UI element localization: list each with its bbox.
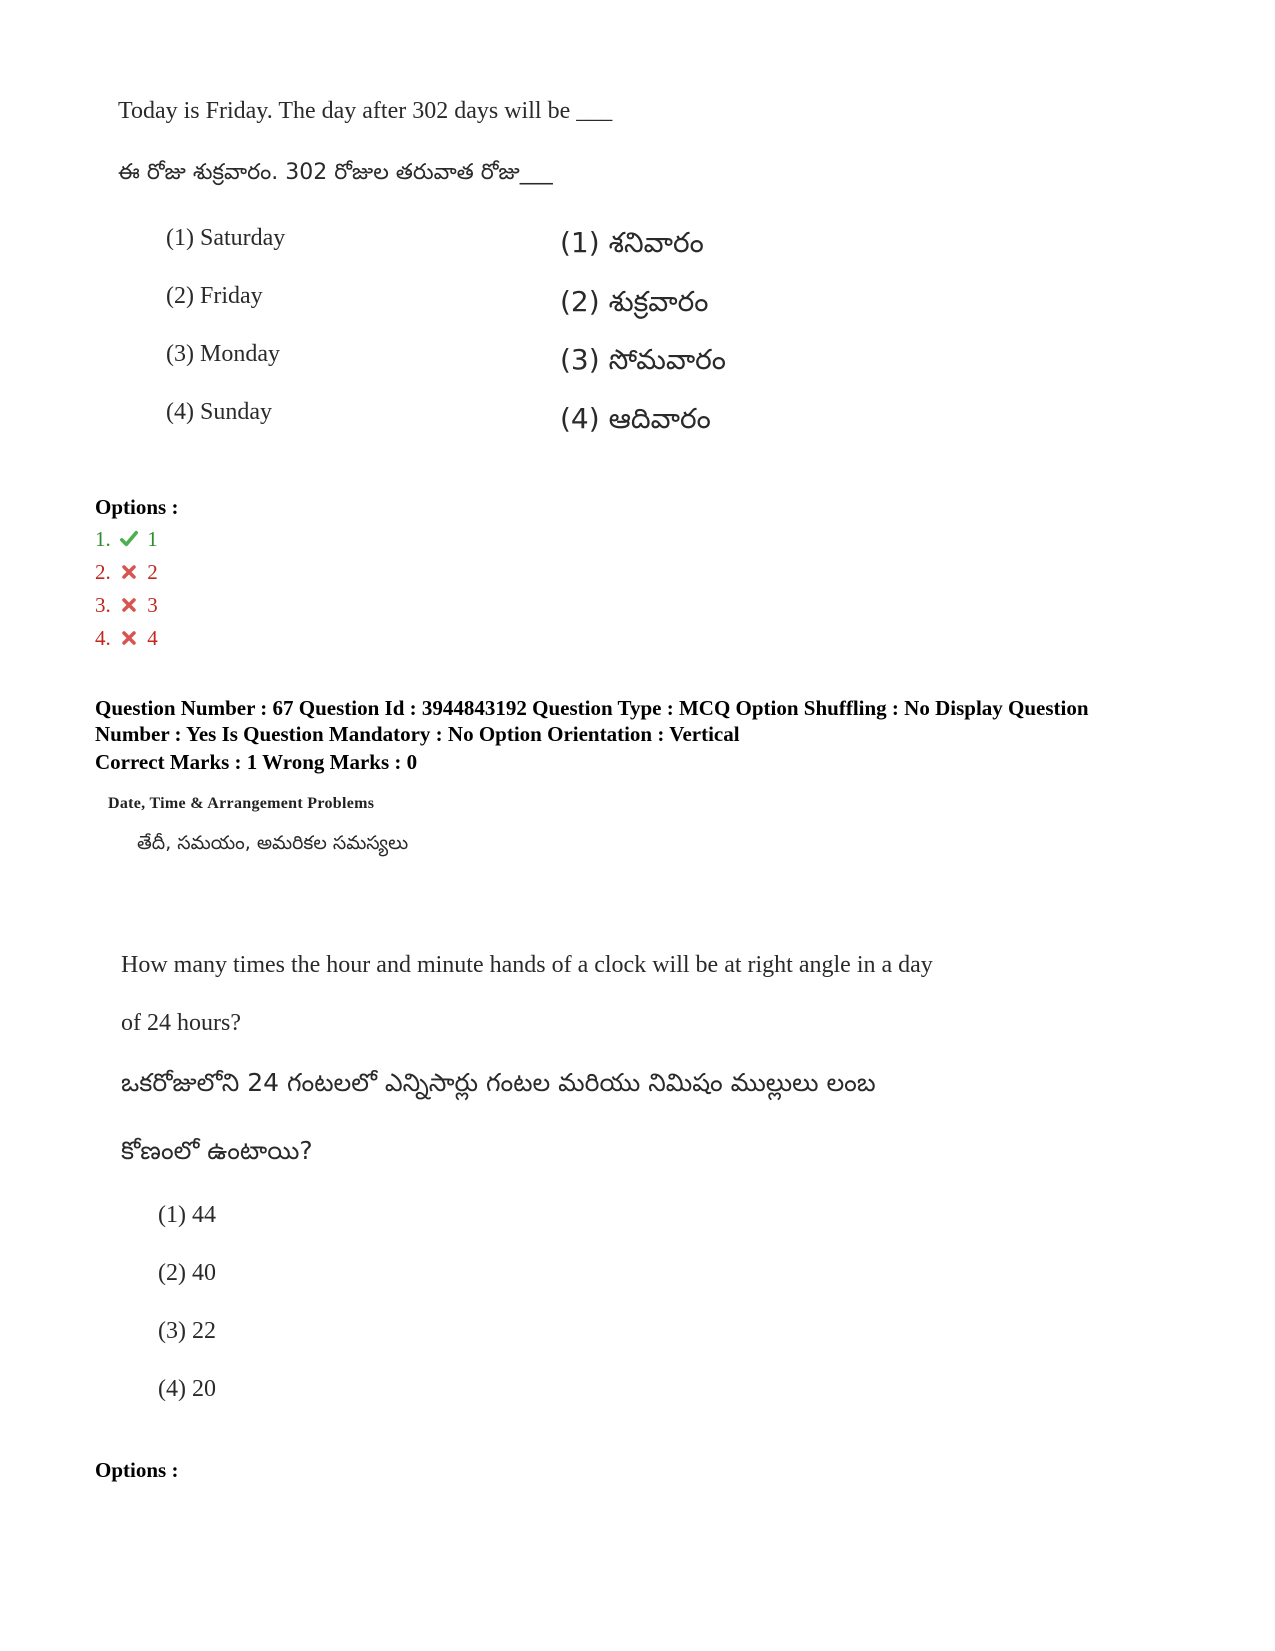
q2-choice-3: (3) 22 (158, 1318, 216, 1344)
q1-choice-te-1: (1) శనివారం (560, 226, 704, 259)
correct-check-icon (120, 530, 138, 548)
q2-text-te-2: కోణంలో ఉంటాయి? (121, 1136, 313, 1165)
option-number: 4. (95, 626, 111, 650)
q1-choice-en-4: (4) Sunday (166, 399, 272, 425)
option-value: 1 (147, 527, 158, 551)
q2-meta-line2: Number : Yes Is Question Mandatory : No Option Orientation : Vertical (95, 722, 740, 746)
q2-text-en-2: of 24 hours? (121, 1010, 241, 1036)
option-value: 4 (147, 626, 158, 650)
wrong-cross-icon (122, 565, 136, 579)
q1-option-1[interactable] (95, 527, 158, 552)
q1-option-2[interactable] (95, 560, 158, 585)
q1-text-en: Today is Friday. The day after 302 days will be ___ (118, 98, 613, 124)
option-number: 3. (95, 593, 111, 617)
q2-category-en: Date, Time & Arrangement Problems (108, 795, 375, 812)
q1-text-te: ఈ రోజు శుక్రవారం. 302 రోజుల తరువాత రోజు___ (118, 160, 553, 185)
q1-choice-en-3: (3) Monday (166, 341, 280, 367)
q2-meta (95, 695, 1185, 747)
q2-choice-2: (2) 40 (158, 1260, 216, 1286)
q1-choice-te-4: (4) ఆదివారం (560, 402, 711, 435)
q2-options-label: Options : (95, 1458, 179, 1482)
q2-text-te-1: ఒకరోజులోని 24 గంటలలో ఎన్నిసార్లు గంటల మరియు నిమిషం ముల్లులు లంబ (121, 1068, 876, 1097)
q2-choice-4: (4) 20 (158, 1376, 216, 1402)
q1-option-4[interactable] (95, 626, 158, 651)
option-value: 3 (147, 593, 158, 617)
wrong-cross-icon (122, 598, 136, 612)
q2-marks: Correct Marks : 1 Wrong Marks : 0 (95, 750, 418, 774)
q1-option-3[interactable] (95, 593, 158, 618)
q2-choice-1: (1) 44 (158, 1202, 216, 1228)
option-number: 1. (95, 527, 111, 551)
q2-category-te: తేదీ, సమయం, అమరికల సమస్యలు (137, 832, 409, 854)
q1-options-label: Options : (95, 495, 179, 519)
q1-choice-te-3: (3) సోమవారం (560, 343, 726, 376)
option-number: 2. (95, 560, 111, 584)
wrong-cross-icon (122, 631, 136, 645)
q1-choice-en-2: (2) Friday (166, 283, 263, 309)
q2-text-en-1: How many times the hour and minute hands of a clock will be at right angle in a day (121, 952, 933, 978)
q2-meta-line1: Question Number : 67 Question Id : 3944843192 Question Type : MCQ Option Shuffling : No Display Question (95, 696, 1089, 720)
option-value: 2 (147, 560, 158, 584)
q1-choice-te-2: (2) శుక్రవారం (560, 285, 709, 318)
q1-choice-en-1: (1) Saturday (166, 225, 286, 251)
